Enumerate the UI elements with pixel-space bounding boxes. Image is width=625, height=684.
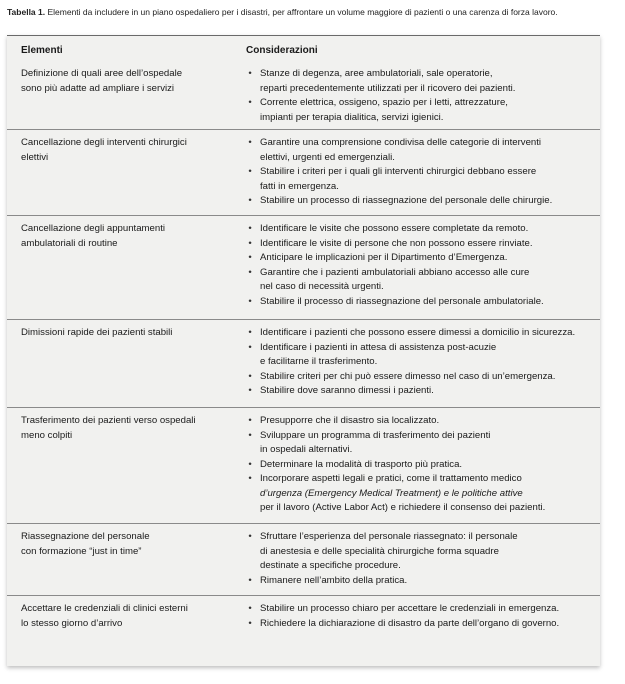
bullet-line: Garantire che i pazienti ambulatoriali abbiano accesso alle cure <box>260 266 530 278</box>
considerations-cell <box>246 222 596 309</box>
bullet-line: Stabilire i criteri per i quali gli interventi chirurgici debbano essere <box>260 166 537 177</box>
bullet-item <box>246 136 596 165</box>
bullet-line: Identificare le visite che possono essere completate da remoto. <box>260 223 529 234</box>
bullet-item <box>246 530 596 574</box>
table-row <box>7 523 600 596</box>
element-cell <box>21 222 231 251</box>
table-row <box>7 215 600 320</box>
bullet-item <box>246 370 596 385</box>
bullet-line: reparti precedentemente utilizzati per il ricovero dei pazienti. <box>260 82 516 94</box>
bullet-icon: • <box>248 458 252 470</box>
bullet-item <box>246 574 596 589</box>
bullet-line: Stanze di degenza, aree ambulatoriali, sale operatorie, <box>260 68 493 79</box>
element-line: Dimissioni rapide dei pazienti stabili <box>21 327 173 338</box>
element-line: Cancellazione degli appuntamenti <box>21 223 166 234</box>
bullet-line: in ospedali alternativi. <box>260 444 353 455</box>
bullet-line: Incorporare aspetti legali e pratici, come il trattamento medico <box>260 473 522 484</box>
bullet-icon: • <box>248 266 252 278</box>
bullet-line: Richiedere la dichiarazione di disastro da parte dell’organo di governo. <box>260 617 560 629</box>
bullet-line: Presupporre che il disastro sia localizzato. <box>260 415 440 426</box>
bullet-icon: • <box>248 603 252 614</box>
bullet-item <box>246 326 596 341</box>
bullet-line: Rimanere nell’ambito della pratica. <box>260 574 408 586</box>
considerations-cell <box>246 414 596 516</box>
bullet-icon: • <box>248 195 252 206</box>
bullet-line: impianti per terapia dialitica, servizi igienici. <box>260 111 444 123</box>
bullet-icon: • <box>248 97 252 108</box>
bullet-item <box>246 251 596 266</box>
bullet-line: Stabilire dove saranno dimessi i pazienti. <box>260 385 434 396</box>
element-cell <box>21 136 231 165</box>
element-line: meno colpiti <box>21 429 73 441</box>
element-line: Accettare le credenziali di clinici esterni <box>21 603 188 614</box>
bullet-line: Stabilire un processo di riassegnazione del personale delle chirurgie. <box>260 195 553 206</box>
bullet-icon: • <box>248 68 252 79</box>
element-line: ambulatoriali di routine <box>21 237 118 249</box>
bullet-icon: • <box>248 252 252 263</box>
element-line: con formazione “just in time” <box>21 545 142 557</box>
element-cell <box>21 67 231 96</box>
table-row <box>7 63 600 129</box>
element-line: Cancellazione degli interventi chirurgici <box>21 137 187 148</box>
bullet-line: Stabilire il processo di riassegnazione del personale ambulatoriale. <box>260 295 544 307</box>
bullet-icon: • <box>248 370 252 382</box>
column-header-elements: Elementi <box>21 45 63 56</box>
bullet-item <box>246 429 596 458</box>
bullet-icon: • <box>248 327 252 338</box>
bullet-item <box>246 414 596 429</box>
bullet-line: Identificare i pazienti in attesa di assistenza post-acuzie <box>260 341 497 353</box>
bullet-line: nel caso di necessità urgenti. <box>260 281 384 292</box>
bullet-icon: • <box>248 237 252 249</box>
element-line: lo stesso giorno d’arrivo <box>21 617 123 629</box>
bullet-line: e facilitarne il trasferimento. <box>260 356 378 367</box>
bullet-item <box>246 472 596 516</box>
table-top-rule <box>7 35 600 36</box>
bullet-item <box>246 341 596 370</box>
bullet-line: Stabilire criteri per chi può essere dimesso nel caso di un’emergenza. <box>260 370 556 382</box>
bullet-icon: • <box>248 295 252 307</box>
bullet-item <box>246 295 596 310</box>
bullet-line: elettivi, urgenti ed emergenziali. <box>260 151 395 163</box>
element-cell <box>21 326 231 341</box>
considerations-cell <box>246 136 596 209</box>
bullet-line: Corrente elettrica, ossigeno, spazio per i letti, attrezzature, <box>260 97 508 108</box>
bullet-item <box>246 194 596 209</box>
bullet-item <box>246 266 596 295</box>
bullet-line: di anestesia e delle specialità chirurgiche forma squadre <box>260 545 499 557</box>
bullet-item <box>246 617 596 632</box>
element-line: Riassegnazione del personale <box>21 531 150 542</box>
bullet-line: Identificare i pazienti che possono essere dimessi a domicilio in sicurezza. <box>260 327 576 338</box>
element-line: Trasferimento dei pazienti verso ospedali <box>21 415 196 426</box>
bullet-icon: • <box>248 429 252 441</box>
element-line: Definizione di quali aree dell’ospedale <box>21 68 183 79</box>
table-caption <box>7 7 607 18</box>
bullet-line: fatti in emergenza. <box>260 180 339 192</box>
element-cell <box>21 414 231 443</box>
bullet-icon: • <box>248 473 252 484</box>
bullet-line: Anticipare le implicazioni per il Dipartimento d’Emergenza. <box>260 252 508 263</box>
bullet-icon: • <box>248 574 252 586</box>
considerations-cell <box>246 602 596 631</box>
bullet-item <box>246 458 596 473</box>
element-line: elettivi <box>21 151 49 163</box>
bullet-icon: • <box>248 617 252 629</box>
caption-label: Tabella 1. <box>7 7 46 17</box>
bullet-item <box>246 165 596 194</box>
table-row <box>7 407 600 524</box>
bullet-item <box>246 602 596 617</box>
element-cell <box>21 602 231 631</box>
table-panel <box>7 35 600 666</box>
bullet-icon: • <box>248 137 252 148</box>
bullet-line: Sfruttare l’esperienza del personale riassegnato: il personale <box>260 531 518 542</box>
bullet-icon: • <box>248 166 252 177</box>
bullet-icon: • <box>248 223 252 234</box>
bullet-icon: • <box>248 385 252 396</box>
bullet-line: Identificare le visite di persone che non possono essere rinviate. <box>260 237 533 249</box>
bullet-line: per il lavoro (Active Labor Act) e richiedere il consenso dei pazienti. <box>260 502 546 513</box>
bullet-item <box>246 96 596 125</box>
considerations-cell <box>246 530 596 588</box>
bullet-item <box>246 222 596 237</box>
bullet-item <box>246 384 596 399</box>
table-row <box>7 319 600 408</box>
bullet-item <box>246 237 596 252</box>
bullet-icon: • <box>248 341 252 353</box>
table-row <box>7 129 600 216</box>
bullet-icon: • <box>248 415 252 426</box>
bullet-line: Sviluppare un programma di trasferimento dei pazienti <box>260 429 491 441</box>
bullet-item <box>246 67 596 96</box>
bullet-line: Garantire una comprensione condivisa delle categorie di interventi <box>260 137 542 148</box>
element-line: sono più adatte ad ampliare i servizi <box>21 82 175 94</box>
column-header-considerations: Considerazioni <box>246 45 318 56</box>
bullet-line: d’urgenza (Emergency Medical Treatment) e le politiche attive <box>260 487 523 499</box>
bullet-line: Determinare la modalità di trasporto più pratica. <box>260 458 463 470</box>
considerations-cell <box>246 67 596 125</box>
caption-text: Elementi da includere in un piano ospedaliero per i disastri, per affrontare un volume maggiore di pazienti o una carenza di forza lavoro. <box>45 7 558 17</box>
bullet-icon: • <box>248 531 252 542</box>
table-row <box>7 595 600 656</box>
considerations-cell <box>246 326 596 399</box>
bullet-line: Stabilire un processo chiaro per accettare le credenziali in emergenza. <box>260 603 560 614</box>
bullet-line: destinate a specifiche procedure. <box>260 560 401 571</box>
element-cell <box>21 530 231 559</box>
